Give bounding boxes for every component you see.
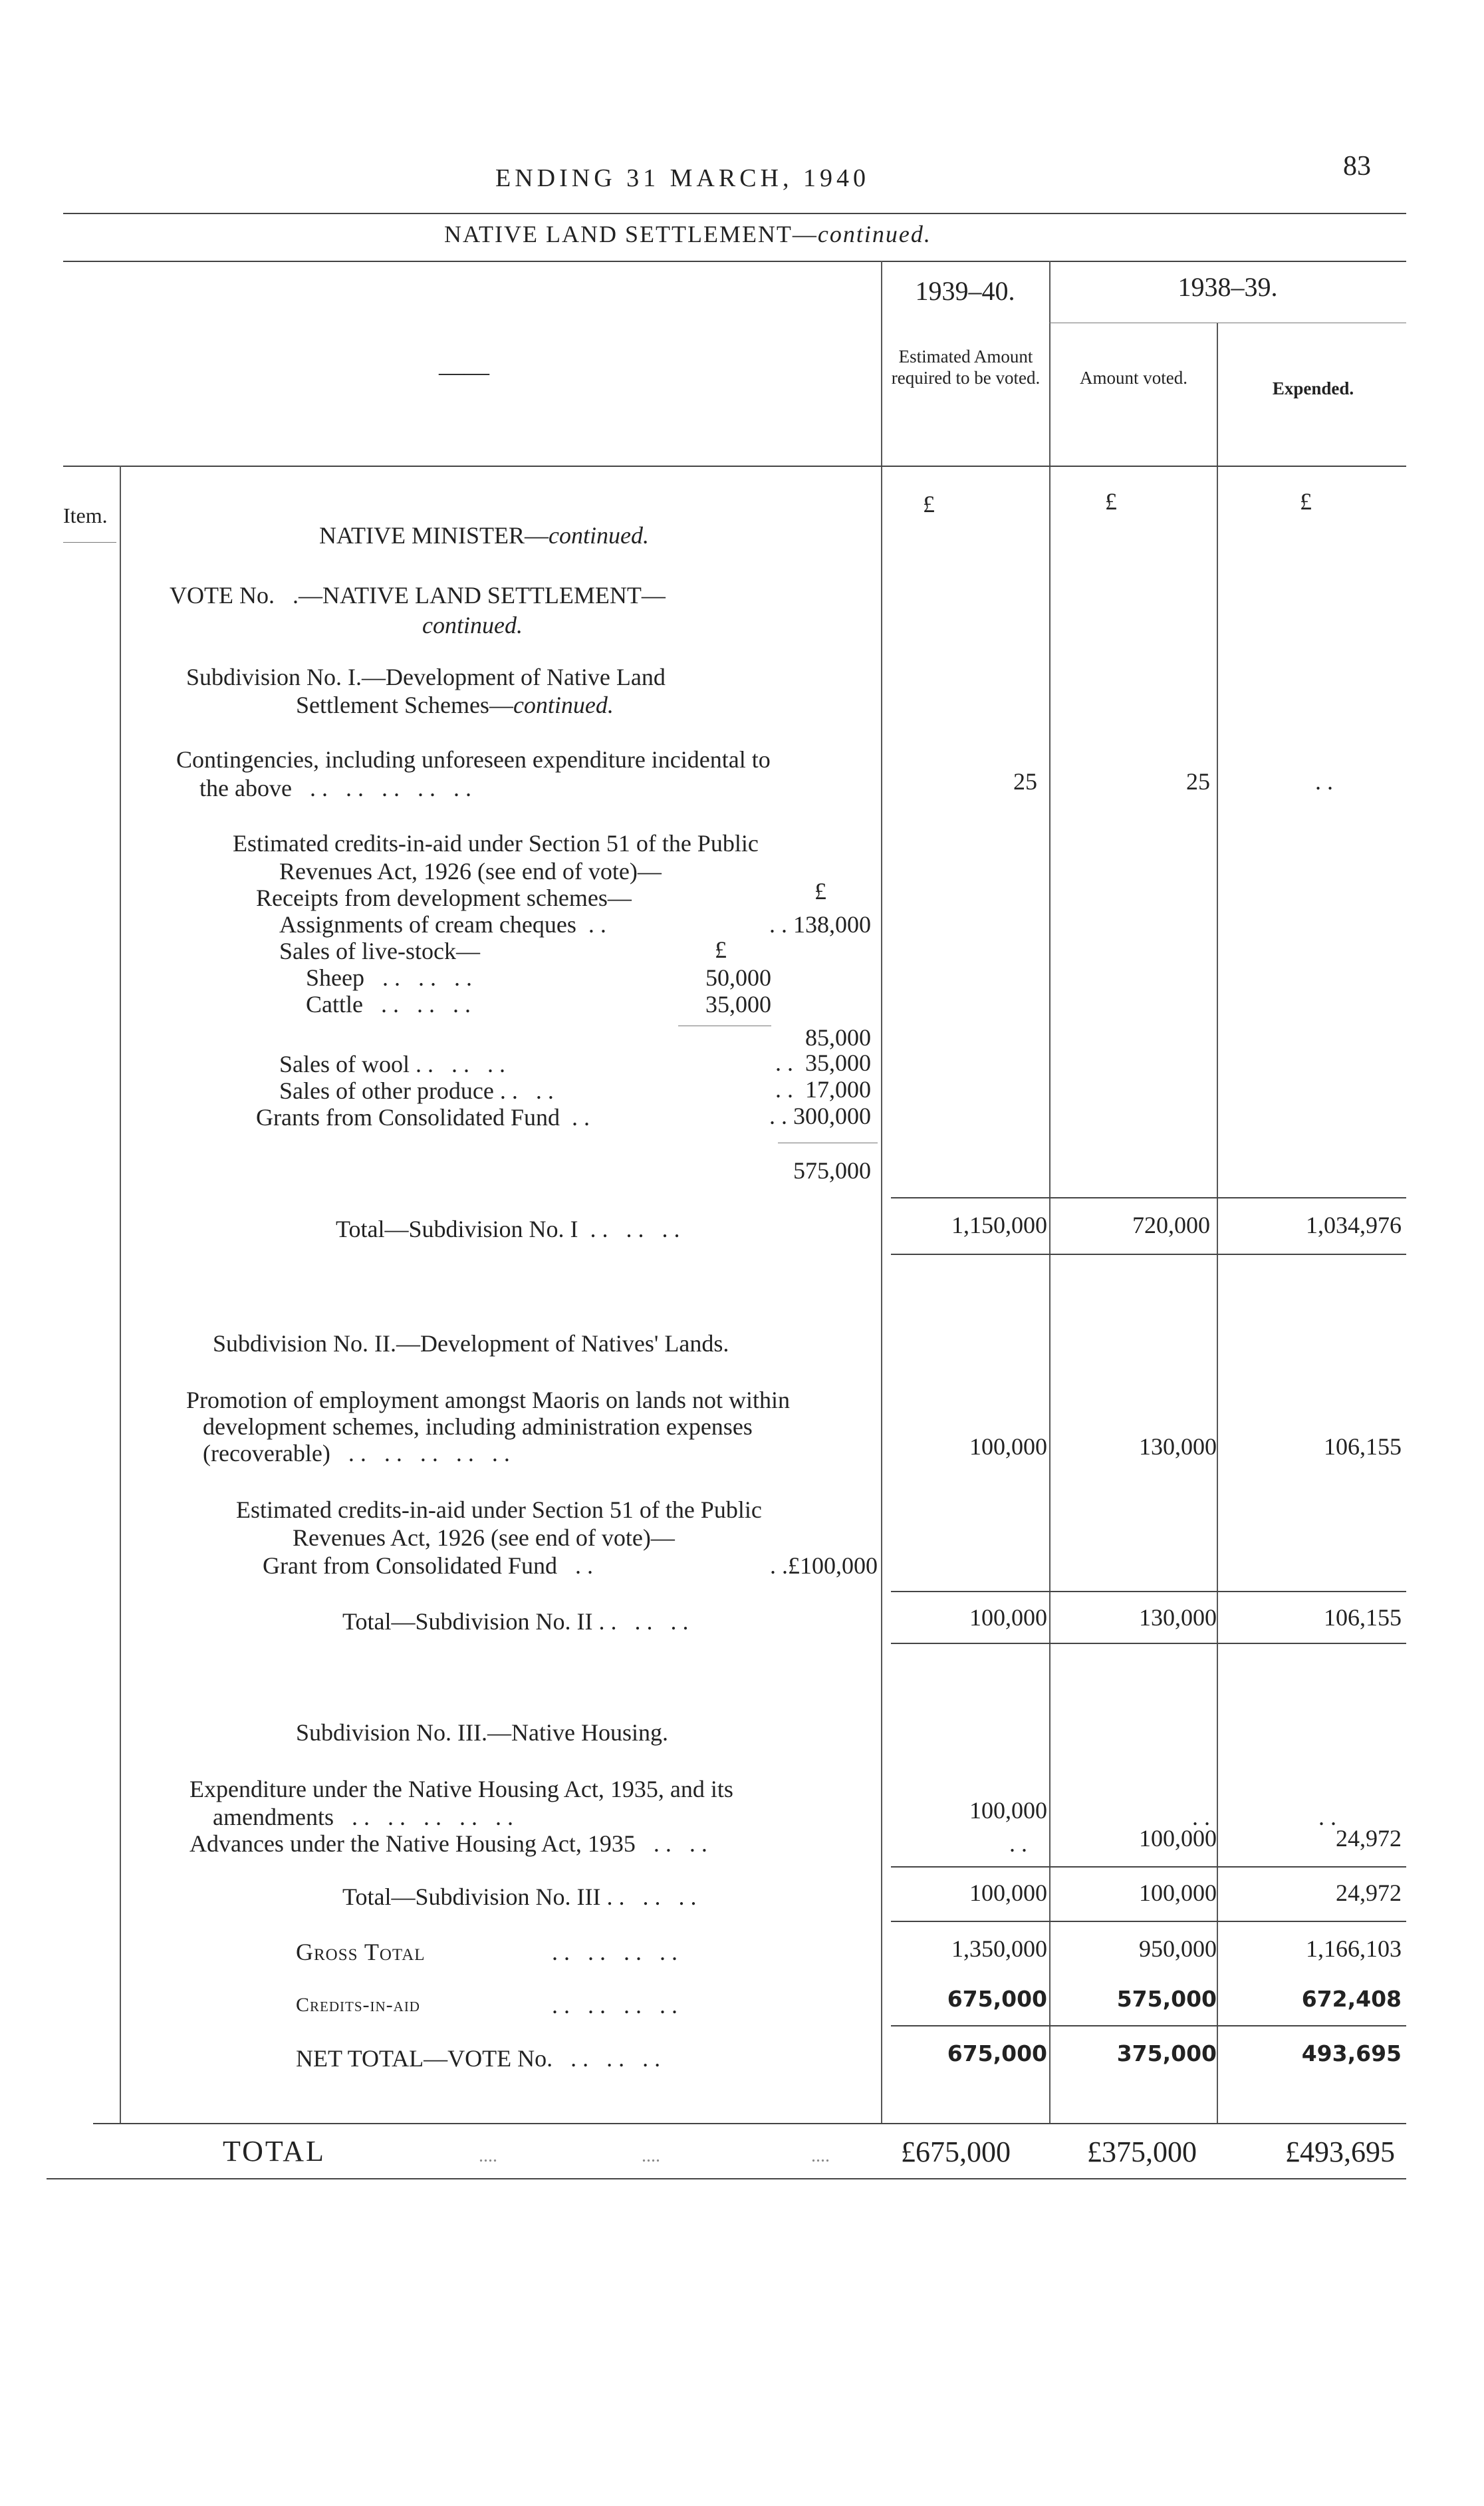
footer-total-label: TOTAL (223, 2135, 326, 2167)
vote-continued: continued. (422, 612, 523, 638)
contingencies-line-a: Contingencies, including unforeseen expenditure incidental to (176, 746, 771, 773)
sub2-total-voted: 130,000 (1139, 1604, 1217, 1631)
sub1-total-bottom-rule (891, 1254, 1406, 1255)
sub3-total-top-rule (891, 1866, 1406, 1868)
sub3-total-label: Total—Subdivision No. III . . . . . . (342, 1883, 697, 1910)
cream-line: Assignments of cream cheques . . (279, 911, 606, 938)
credits-in-aid-dots: . . . . . . . . (552, 1992, 678, 2019)
footer-dots-2: .... (642, 2146, 660, 2166)
footer-dots-1: .... (479, 2146, 497, 2166)
col-expended-header: Expended. (1272, 378, 1354, 398)
table-top-rule (63, 261, 1406, 262)
credits-line-b: Revenues Act, 1926 (see end of vote)— (279, 858, 662, 885)
footer-total-voted: £375,000 (1087, 2136, 1197, 2168)
header-rule (63, 213, 1406, 214)
grants-value: . . 300,000 (769, 1103, 871, 1129)
net-total-estimated: 675,000 (947, 2040, 1047, 2066)
minister-heading (319, 522, 649, 549)
advances-voted: 100,000 (1139, 1825, 1217, 1852)
grants-line: Grants from Consolidated Fund . . (256, 1104, 590, 1131)
sub1-total-top-rule (891, 1197, 1406, 1198)
net-total-voted: 375,000 (1116, 2040, 1217, 2066)
net-total-label: NET TOTAL—VOTE No. . . . . . . (296, 2045, 661, 2072)
sub2-total-estimated: 100,000 (969, 1604, 1047, 1631)
credits-in-aid-voted: 575,000 (1116, 1986, 1217, 2012)
col-voted-header: Amount voted. (1080, 368, 1187, 388)
credits-in-aid-estimated: 675,000 (947, 1986, 1047, 2012)
cattle-value: 35,000 (705, 991, 771, 1018)
advances-expended: 24,972 (1336, 1825, 1402, 1852)
footer-dots-3: .... (811, 2146, 830, 2166)
advances-estimated: . . (1009, 1830, 1027, 1857)
contingencies-line-b: the above . . . . . . . . . . (199, 775, 471, 801)
gross-total-label: Gross Total (296, 1939, 426, 1965)
credits2-line-a: Estimated credits-in-aid under Section 51 of the Public (236, 1496, 762, 1523)
sub3-title: Subdivision No. III.—Native Housing. (296, 1719, 668, 1746)
contingencies-voted: 25 (1186, 768, 1210, 795)
cream-value: . . 138,000 (769, 911, 871, 938)
col-divider-2 (1049, 261, 1051, 2123)
footer-bottom-rule (47, 2178, 1406, 2179)
gross-total-expended: 1,166,103 (1306, 1935, 1402, 1962)
minister-heading-main: NATIVE MINISTER— (319, 522, 549, 549)
credits-pound-1: £ (814, 878, 826, 905)
item-divider (120, 466, 121, 2123)
produce-value: . . 17,000 (775, 1076, 871, 1103)
year-current: 1939–40. (915, 276, 1015, 306)
housing-expended: . . (1318, 1804, 1336, 1830)
footer-top-rule (93, 2123, 1406, 2124)
contingencies-estimated: 25 (1013, 768, 1037, 795)
sub1-total-label: Total—Subdivision No. I . . . . . . (336, 1216, 680, 1242)
wool-value: . . 35,000 (775, 1049, 871, 1076)
sub1-total-expended: 1,034,976 (1306, 1212, 1402, 1238)
credits-total: 575,000 (793, 1157, 871, 1184)
cattle-line: Cattle . . . . . . (306, 991, 471, 1018)
promo-line-a: Promotion of employment amongst Maoris on lands not within (186, 1387, 790, 1413)
wool-line: Sales of wool . . . . . . (279, 1051, 505, 1077)
contingencies-expended: . . (1315, 768, 1333, 795)
sub1-title-b-suffix: continued. (513, 692, 614, 718)
sheep-value: 50,000 (705, 964, 771, 991)
sub1-total-voted: 720,000 (1132, 1212, 1210, 1238)
credits-in-aid-expended: 672,408 (1301, 1986, 1402, 2012)
credits-pound-2: £ (715, 936, 727, 963)
sub1-title-b (296, 692, 614, 718)
col-divider-1 (881, 261, 882, 2123)
credits2-line-b: Revenues Act, 1926 (see end of vote)— (293, 1524, 675, 1551)
promo-expended: 106,155 (1324, 1433, 1402, 1460)
credits-line-a: Estimated credits-in-aid under Section 51 of the Public (233, 830, 759, 857)
housing-voted: . . (1192, 1804, 1210, 1830)
footer-total-estimated: £675,000 (901, 2136, 1011, 2168)
credits2-line-c: Grant from Consolidated Fund . . (263, 1552, 593, 1579)
section-title (444, 221, 931, 247)
sheep-line: Sheep . . . . . . (306, 964, 472, 991)
currency-exp: £ (1300, 488, 1312, 515)
gross-total-estimated: 1,350,000 (951, 1935, 1047, 1962)
gross-total-voted: 950,000 (1139, 1935, 1217, 1962)
section-title-main: NATIVE LAND SETTLEMENT— (444, 221, 818, 247)
gross-total-dots: . . . . . . . . (552, 1939, 678, 1965)
produce-line: Sales of other produce . . . . (279, 1077, 554, 1104)
minister-heading-suffix: continued. (548, 522, 649, 549)
vote-line: VOTE No. .—NATIVE LAND SETTLEMENT— (170, 582, 666, 609)
sub2-title: Subdivision No. II.—Development of Natives' Lands. (213, 1330, 729, 1357)
header-bottom-rule (63, 466, 1406, 467)
advances-line: Advances under the Native Housing Act, 1935 . . . . (189, 1830, 707, 1857)
livestock-line: Sales of live-stock— (279, 938, 480, 964)
livestock-total: 85,000 (805, 1024, 871, 1051)
sub2-total-top-rule (891, 1591, 1406, 1592)
section-title-suffix: continued. (817, 221, 931, 247)
running-title: ENDING 31 MARCH, 1940 (495, 164, 870, 192)
promo-line-c: (recoverable) . . . . . . . . . . (203, 1440, 510, 1466)
promo-line-b: development schemes, including administration expenses (203, 1413, 753, 1440)
credits2-value: . .£100,000 (770, 1552, 878, 1579)
currency-est: £ (923, 491, 935, 517)
sub1-title-b-main: Settlement Schemes— (296, 692, 513, 718)
col-divider-3 (1217, 323, 1218, 2123)
sub1-title-a: Subdivision No. I.—Development of Native Land (186, 664, 666, 690)
item-rule (63, 542, 116, 543)
sub3-total-expended: 24,972 (1336, 1880, 1402, 1906)
promo-voted: 130,000 (1139, 1433, 1217, 1460)
sub2-total-bottom-rule (891, 1643, 1406, 1644)
year-previous: 1938–39. (1177, 272, 1278, 302)
sub3-total-estimated: 100,000 (969, 1880, 1047, 1906)
page-number: 83 (1343, 151, 1371, 182)
sub3-total-bottom-rule (891, 1921, 1406, 1922)
currency-voted: £ (1105, 488, 1117, 515)
promo-estimated: 100,000 (969, 1433, 1047, 1460)
net-total-top-rule (891, 2025, 1406, 2026)
housing-line-a: Expenditure under the Native Housing Act, 1935, and its (189, 1776, 733, 1802)
sub1-total-estimated: 1,150,000 (951, 1212, 1047, 1238)
housing-estimated: 100,000 (969, 1797, 1047, 1824)
header-dash: —— (439, 358, 489, 386)
col-estimated-header: Estimated Amount required to be voted. (891, 347, 1041, 388)
item-label: Item. (63, 503, 108, 527)
net-total-expended: 493,695 (1301, 2040, 1402, 2066)
sub2-total-expended: 106,155 (1324, 1604, 1402, 1631)
receipts-line: Receipts from development schemes— (256, 885, 632, 911)
sub2-total-label: Total—Subdivision No. II . . . . . . (342, 1608, 689, 1635)
sub3-total-voted: 100,000 (1139, 1880, 1217, 1906)
housing-line-b: amendments . . . . . . . . . . (213, 1804, 513, 1830)
credits-in-aid-label: Credits-in-aid (296, 1994, 420, 2016)
footer-total-expended: £493,695 (1285, 2136, 1395, 2168)
